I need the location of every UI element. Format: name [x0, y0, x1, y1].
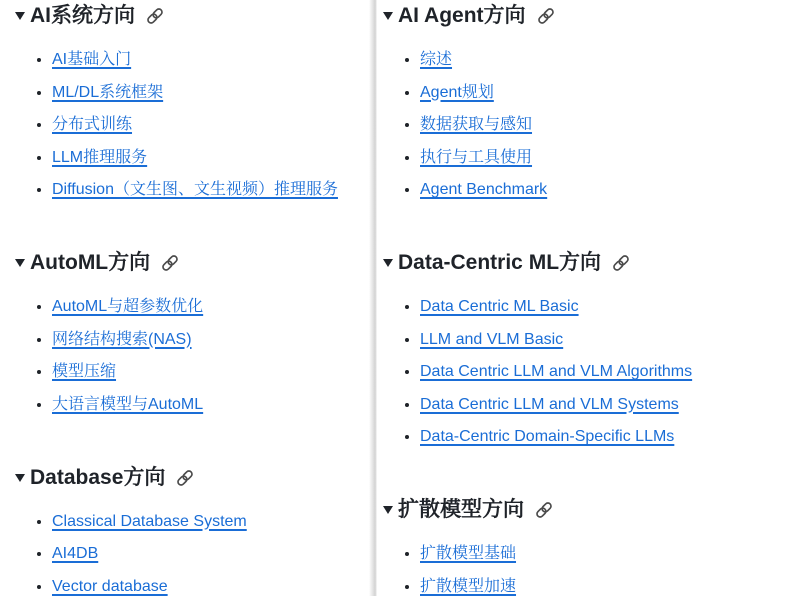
doc-link[interactable]: AI基础入门 — [52, 51, 132, 68]
list-item — [52, 394, 370, 415]
section-title: AutoML方向 — [30, 251, 151, 274]
doc-link[interactable]: ML/DL系统框架 — [52, 83, 164, 101]
doc-link[interactable]: 执行与工具使用 — [420, 148, 533, 166]
doc-link[interactable]: Data Centric ML Basic — [420, 298, 579, 315]
anchor-link-icon[interactable] — [535, 5, 557, 27]
column-divider — [369, 0, 377, 596]
doc-link[interactable]: LLM推理服务 — [52, 148, 148, 166]
link-list — [383, 296, 800, 447]
chain-link-glyph — [159, 252, 181, 274]
doc-link[interactable]: Data-Centric Domain-Specific LLMs — [420, 428, 675, 445]
list-item — [52, 511, 370, 532]
section-title: Database方向 — [30, 465, 166, 489]
doc-link[interactable]: 扩散模型加速 — [420, 577, 517, 595]
list-item — [420, 114, 800, 135]
chain-link-glyph — [174, 467, 196, 489]
doc-link[interactable]: AutoML与超参数优化 — [52, 298, 204, 315]
doc-link[interactable]: Data Centric LLM and VLM Systems — [420, 395, 679, 413]
section-ai-systems — [15, 3, 370, 200]
doc-link[interactable]: 大语言模型与AutoML — [52, 395, 204, 413]
list-item — [420, 49, 800, 70]
section-heading — [383, 497, 800, 523]
chain-link-glyph — [144, 5, 166, 27]
chain-link-glyph — [610, 252, 632, 274]
chain-link-glyph — [535, 5, 557, 27]
section-heading — [383, 250, 800, 276]
collapse-triangle-icon[interactable] — [15, 474, 25, 482]
collapse-triangle-icon[interactable] — [383, 506, 393, 514]
collapse-triangle-icon[interactable] — [15, 259, 25, 267]
collapse-triangle-icon[interactable] — [15, 12, 25, 20]
chain-link-glyph — [533, 499, 555, 521]
collapse-triangle-icon[interactable] — [383, 259, 393, 267]
doc-link[interactable]: 扩散模型基础 — [420, 545, 517, 562]
link-list — [15, 49, 370, 200]
anchor-link-icon[interactable] — [144, 5, 166, 27]
anchor-link-icon[interactable] — [174, 467, 196, 489]
section-heading — [383, 3, 800, 29]
anchor-link-icon[interactable] — [533, 499, 555, 521]
doc-link[interactable]: 模型压缩 — [52, 363, 117, 380]
section-ai-agent — [383, 3, 800, 200]
anchor-link-icon[interactable] — [610, 252, 632, 274]
list-item — [52, 114, 370, 135]
link-list — [383, 543, 800, 596]
section-database — [15, 465, 370, 596]
list-item — [420, 426, 800, 447]
section-heading — [15, 3, 370, 29]
section-title: AI系统方向 — [30, 4, 135, 27]
list-item — [420, 296, 800, 317]
doc-link[interactable]: Diffusion（文生图、文生视频）推理服务 — [52, 181, 338, 198]
collapse-triangle-icon[interactable] — [383, 12, 393, 20]
left-column — [0, 0, 370, 596]
doc-link[interactable]: Agent Benchmark — [420, 181, 548, 198]
list-item — [420, 147, 800, 168]
list-item — [420, 394, 800, 415]
list-item — [52, 49, 370, 70]
list-item — [420, 576, 800, 596]
doc-link[interactable]: LLM and VLM Basic — [420, 330, 564, 348]
list-item — [52, 147, 370, 168]
section-heading — [15, 250, 370, 276]
list-item — [52, 329, 370, 350]
section-diffusion-models — [383, 497, 800, 596]
doc-link[interactable]: 综述 — [420, 51, 453, 68]
section-title: AI Agent方向 — [398, 4, 526, 27]
section-heading — [15, 465, 370, 491]
section-title: 扩散模型方向 — [398, 498, 524, 521]
list-item — [52, 296, 370, 317]
list-item — [420, 179, 800, 200]
link-list — [15, 296, 370, 415]
doc-link[interactable]: Classical Database System — [52, 512, 247, 530]
link-list — [15, 511, 370, 596]
list-item — [52, 179, 370, 200]
list-item — [420, 329, 800, 350]
link-list — [383, 49, 800, 200]
list-item — [420, 82, 800, 103]
doc-link[interactable]: Agent规划 — [420, 83, 494, 101]
list-item — [420, 361, 800, 382]
right-column — [383, 0, 800, 596]
list-item — [420, 543, 800, 564]
doc-link[interactable]: 数据获取与感知 — [420, 116, 533, 133]
doc-link[interactable]: 网络结构搜索(NAS) — [52, 330, 192, 348]
doc-link[interactable]: Vector database — [52, 577, 168, 595]
doc-link[interactable]: AI4DB — [52, 545, 99, 562]
anchor-link-icon[interactable] — [159, 252, 181, 274]
list-item — [52, 576, 370, 596]
doc-link[interactable]: 分布式训练 — [52, 116, 133, 133]
section-title: Data-Centric ML方向 — [398, 251, 602, 274]
list-item — [52, 543, 370, 564]
section-data-centric-ml — [383, 250, 800, 447]
list-item — [52, 361, 370, 382]
doc-link[interactable]: Data Centric LLM and VLM Algorithms — [420, 363, 693, 380]
section-automl — [15, 250, 370, 415]
list-item — [52, 82, 370, 103]
